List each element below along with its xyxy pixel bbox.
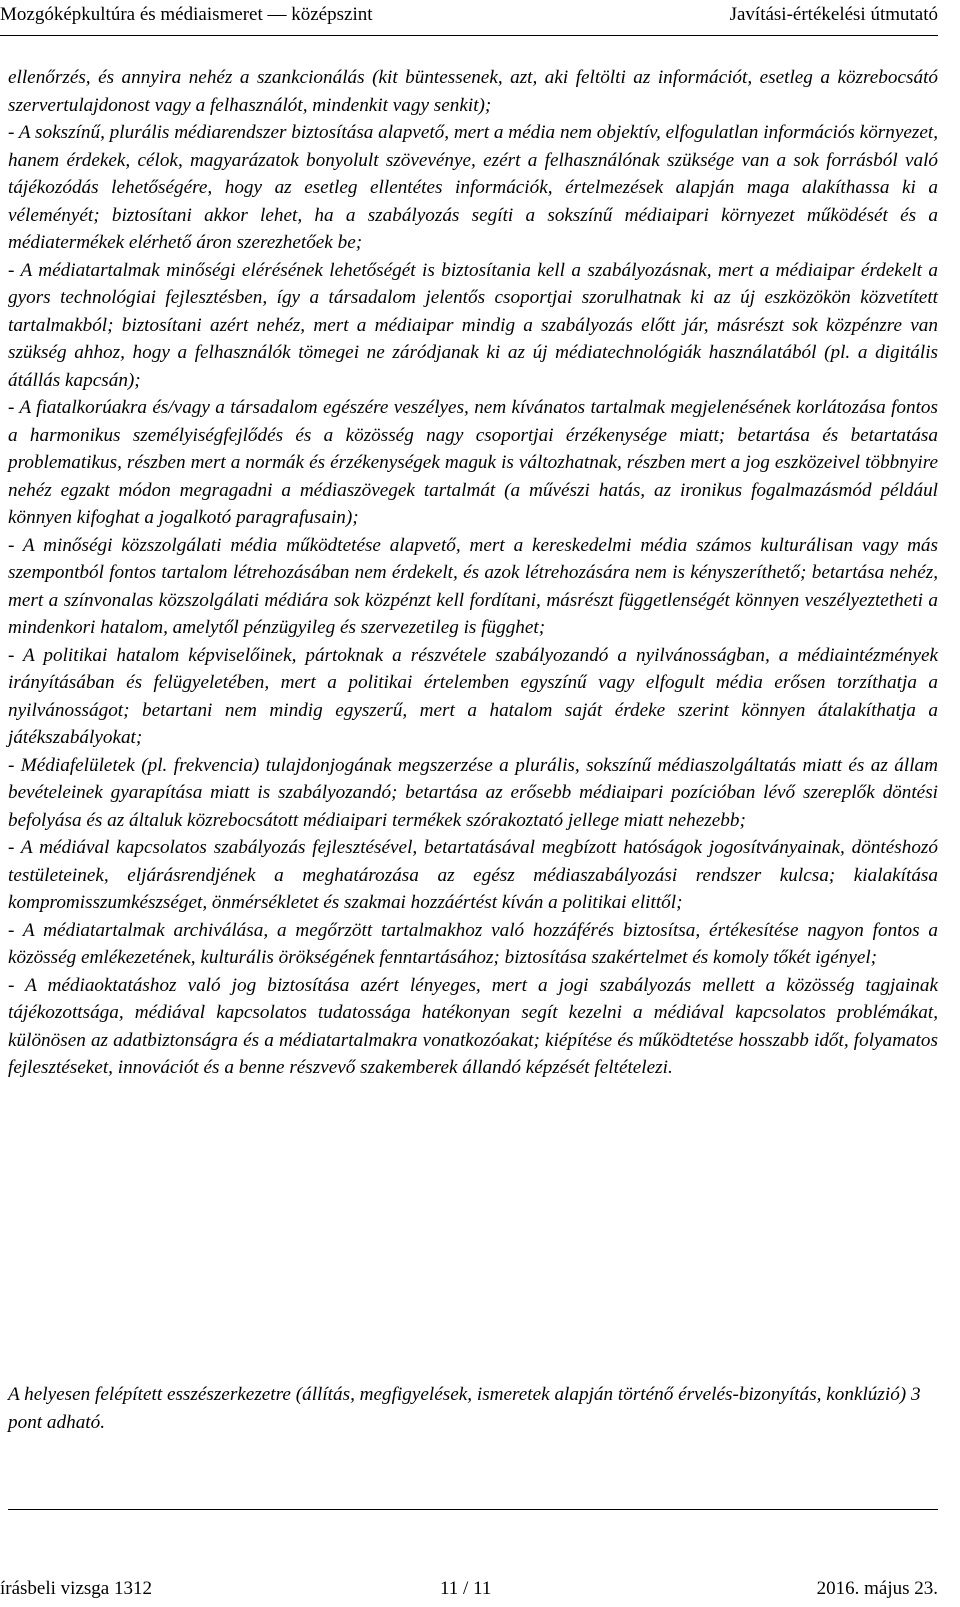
answer-item-regulatory-authority: - A médiával kapcsolatos szabályozás fejlesztésével, betartatásával megbízott hatóságok jogosítványainak, döntéshozó testületeinek, eljárásrendjének a meghatározása az egész médiaszabályozási rendszer kulcsa; kialakítása kompromisszumkészséget, önmérsékletet és szakmai hozzáértést kíván a politikai elittől;	[8, 837, 938, 913]
answer-item-public-service-media: - A minőségi közszolgálati média működtetése alapvető, mert a kereskedelmi média számos kulturálisan vagy más szempontból fontos tartalom létrehozásában nem érdekelt, és azok létrehozására nem is kényszeríthető; betartása nehéz, mert a színvonalas közszolgálati médiára sok közpénzt kell fordítani, másrészt függetlenségét könnyen veszélyeztetheti a mindenkori hatalom, amelytől pénzügyileg és szervezetileg is függhet;	[8, 534, 938, 638]
answer-item-archiving: - A médiatartalmak archiválása, a megőrzött tartalmakhoz való hozzáférés biztosítsa, értékesítése nagyon fontos a közösség emlékezetének, kulturális örökségének fenntartásához; biztosítása szakértelmet és komoly tőkét igényel;	[8, 919, 938, 968]
answer-item-continuation: ellenőrzés, és annyira nehéz a szankcionálás (kit büntessenek, azt, aki feltölti az információt, esetleg a közrebocsátó szervertulajdonost vagy a felhasználót, mindenkit vagy senkit);	[8, 67, 938, 116]
main-content	[8, 64, 938, 1082]
answer-item-access-quality: - A médiatartalmak minőségi elérésének lehetőségét is biztosítania kell a szabályozásnak, mert a médiaipar érdekelt a gyors technológiai fejlesztésben, így a társadalom jelentős csoportjai szorulhatnak ki az új eszközökön közvetített tartalmakból; biztosítani azért nehéz, mert a médiaipar mindig a szabályozás előtt jár, másrészt sok közpénzre van szükség ahhoz, hogy a felhasználók tömegei ne záródjanak ki az új médiatechnológiák használatából (pl. a digitális átállás kapcsán);	[8, 259, 938, 391]
scoring-note: A helyesen felépített esszészerkezetre (állítás, megfigyelések, ismeretek alapján történő érvelés-bizonyítás, konklúzió) 3 pont adható.	[8, 1384, 921, 1433]
running-header	[0, 3, 938, 36]
footer-exam-date: 2016. május 23.	[816, 1578, 938, 1599]
answer-item-media-ownership: - Médiafelületek (pl. frekvencia) tulajdonjogának megszerzése a plurális, sokszínű médiaszolgáltatás miatt és az állam bevételeinek gyarapítása miatt is szabályozandó; betartása az erősebb médiaipari pozícióban lévő szereplők döntési befolyása és az általuk közrebocsátott médiaipari termékek szórakoztató jellege miatt nehezebb;	[8, 754, 938, 831]
running-footer	[0, 1577, 938, 1605]
answer-item-pluralism: - A sokszínű, plurális médiarendszer biztosítása alapvető, mert a média nem objektív, elfogulatlan információs környezet, hanem érdekek, célok, magyarázatok bonyolult szövevénye, ezért a felhasználónak szüksége van a sok forrásból való tájékozódás lehetőségére, hogy az esetleg ellentétes információk, értelmezések alapján maga alakíthassa ki a véleményét; biztosítani akkor lehet, ha a szabályozás segíti a sokszínű médiaipari környezet működését és a médiatermékek elérhető áron szerezhetőek be;	[8, 122, 938, 253]
answer-item-political-power: - A politikai hatalom képviselőinek, pártoknak a részvétele szabályozandó a nyilvánosságban, a médiaintézmények irányításában és felügyeletében, mert a politikai értelemben egyszínű vagy elfogult média erősen torzíthatja a nyilvánosságot; betartani nem mindig egyszerű, mert a hatalom saját érdeke szerint könnyen átalakíthatja a játékszabályokat;	[8, 644, 938, 748]
footer-exam-code: írásbeli vizsga 1312	[0, 1578, 152, 1599]
header-subject-title: Mozgóképkultúra és médiaismeret — középszint	[0, 4, 373, 25]
answer-key-body	[8, 64, 938, 1082]
footer-page-number: 11 / 11	[440, 1578, 492, 1599]
header-document-type: Javítási-értékelési útmutató	[729, 4, 938, 25]
answer-item-media-education: - A médiaoktatáshoz való jog biztosítása azért lényeges, mert a jogi szabályozás mellett a közösség tagjainak tájékozottsága, médiával kapcsolatos tudatossága hatékonyan segít kezelni a médiával kapcsolatos problémákat, különösen az adatbiztonságra és a médiatartalmakra vonatkozóakat; kiépítése és működtetése hosszabb időt, folyamatos fejlesztéseket, innovációt és a benne részvevő szakemberek állandó képzését feltételezi.	[8, 974, 938, 1078]
answer-item-harmful-content: - A fiatalkorúakra és/vagy a társadalom egészére veszélyes, nem kívánatos tartalmak megjelenésének korlátozása fontos a harmonikus személyiségfejlődés és a közösség nagy csoportjai érzékenysége miatt; betartása és betartatása problematikus, részben mert a normák és érzékenységek maguk is változhatnak, részben mert a jog eszközeivel többnyire nehéz egzakt módon megragadni a médiaszövegek tartalmát (a művészi hatás, az ironikus fogalmazásmód például könnyen kifoghat a jogalkotó paragrafusain);	[8, 397, 938, 528]
footer-divider	[8, 1509, 938, 1510]
